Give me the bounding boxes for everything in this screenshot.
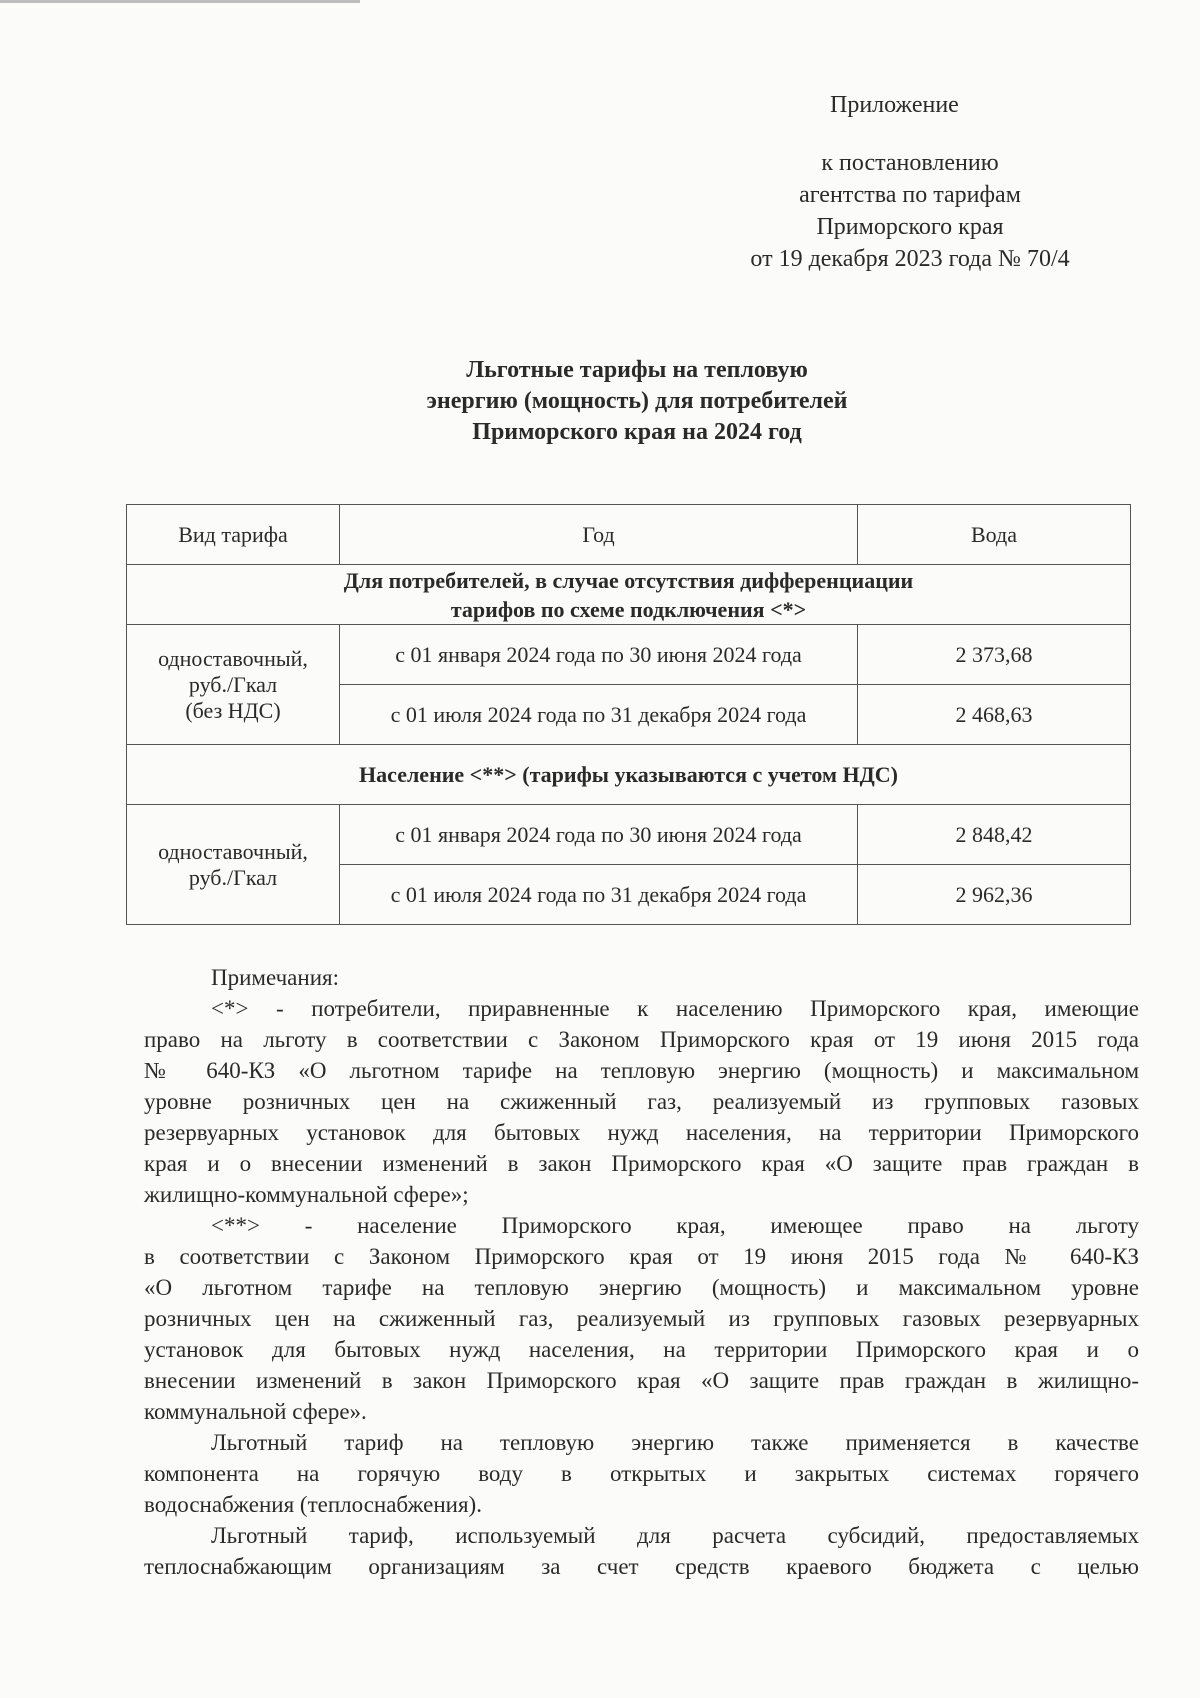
scan-artifact-line [0, 0, 360, 3]
tariff-type-line: одноставочный, [158, 838, 308, 864]
tariff-type-line: руб./Гкал [188, 671, 278, 697]
note-line: резервуарных установок для бытовых нужд населения, на территории Приморского [144, 1120, 1139, 1145]
note-line: <*> - потребители, приравненные к населению Приморского края, имеющие [211, 996, 1139, 1021]
header-year: Год [340, 505, 858, 565]
title-line: Льготные тарифы на тепловую [466, 357, 808, 383]
note-line: № 640-КЗ «О льготном тарифе на тепловую энергию (мощность) и максимальном [144, 1058, 1139, 1083]
tariff-type-cell [127, 625, 340, 745]
section-row [127, 565, 1131, 625]
tariff-type-line: (без НДС) [185, 697, 281, 723]
note-line: компонента на горячую воду в открытых и закрытых системах горячего [144, 1461, 1139, 1486]
notes-section [144, 962, 1139, 1582]
period-cell: с 01 июля 2024 года по 31 декабря 2024 года [340, 685, 858, 745]
section-title: Население <**> (тарифы указываются с учетом НДС) [127, 745, 1131, 805]
table-row [127, 625, 1131, 685]
note-line: уровне розничных цен на сжиженный газ, реализуемый из групповых газовых [144, 1089, 1139, 1114]
note-line: в соответствии с Законом Приморского края от 19 июня 2015 года № 640-КЗ [144, 1244, 1139, 1269]
note-line: установок для бытовых нужд населения, на территории Приморского края и о [144, 1337, 1139, 1362]
tariff-table [126, 504, 1131, 925]
section-row [127, 745, 1131, 805]
appendix-line: от 19 декабря 2023 года № 70/4 [750, 246, 1070, 272]
note-line: Льготный тариф на тепловую энергию также применяется в качестве [211, 1430, 1139, 1455]
note-line: розничных цен на сжиженный газ, реализуемый из групповых газовых резервуарных [144, 1306, 1139, 1331]
note-line: Льготный тариф, используемый для расчета субсидий, предоставляемых [211, 1523, 1139, 1548]
note-line: водоснабжения (теплоснабжения). [144, 1492, 482, 1517]
period-cell: с 01 июля 2024 года по 31 декабря 2024 года [340, 865, 858, 925]
tariff-type-line: одноставочный, [158, 645, 308, 671]
period-cell: с 01 января 2024 года по 30 июня 2024 года [340, 625, 858, 685]
header-water: Вода [858, 505, 1131, 565]
note-line: края и о внесении изменений в закон Приморского края «О защите прав граждан в [144, 1151, 1139, 1176]
appendix-line: к постановлению [821, 150, 999, 176]
note-line: коммунальной сфере». [144, 1399, 367, 1424]
period-cell: с 01 января 2024 года по 30 июня 2024 года [340, 805, 858, 865]
note-line: право на льготу в соответствии с Законом Приморского края от 19 июня 2015 года [144, 1027, 1139, 1052]
table-header-row [127, 505, 1131, 565]
note-line: <**> - население Приморского края, имеющее право на льготу [211, 1213, 1139, 1238]
value-cell: 2 848,42 [858, 805, 1131, 865]
note-line: теплоснабжающим организациям за счет средств краевого бюджета с целью [144, 1554, 1139, 1579]
tariff-type-cell [127, 805, 340, 925]
value-cell: 2 962,36 [858, 865, 1131, 925]
table-row [127, 805, 1131, 865]
appendix-label: Приложение [830, 92, 959, 118]
note-line: жилищно-коммунальной сфере»; [144, 1182, 469, 1207]
header-tariff-type: Вид тарифа [127, 505, 340, 565]
note-line: внесении изменений в закон Приморского края «О защите прав граждан в жилищно- [144, 1368, 1139, 1393]
title-line: энергию (мощность) для потребителей [426, 388, 848, 414]
section-title-line: тарифов по схеме подключения <*> [450, 596, 807, 622]
title-line: Приморского края на 2024 год [472, 419, 802, 445]
section-title-line: Для потребителей, в случае отсутствия дифференциации [343, 567, 914, 593]
value-cell: 2 373,68 [858, 625, 1131, 685]
value-cell: 2 468,63 [858, 685, 1131, 745]
note-line: «О льготном тарифе на тепловую энергию (мощность) и максимальном уровне [144, 1275, 1139, 1300]
appendix-line: Приморского края [816, 214, 1004, 240]
document-title [237, 355, 1037, 448]
section-title [127, 565, 1131, 625]
appendix-line: агентства по тарифам [799, 182, 1021, 208]
tariff-type-line: руб./Гкал [188, 864, 278, 890]
notes-heading: Примечания: [211, 965, 339, 990]
